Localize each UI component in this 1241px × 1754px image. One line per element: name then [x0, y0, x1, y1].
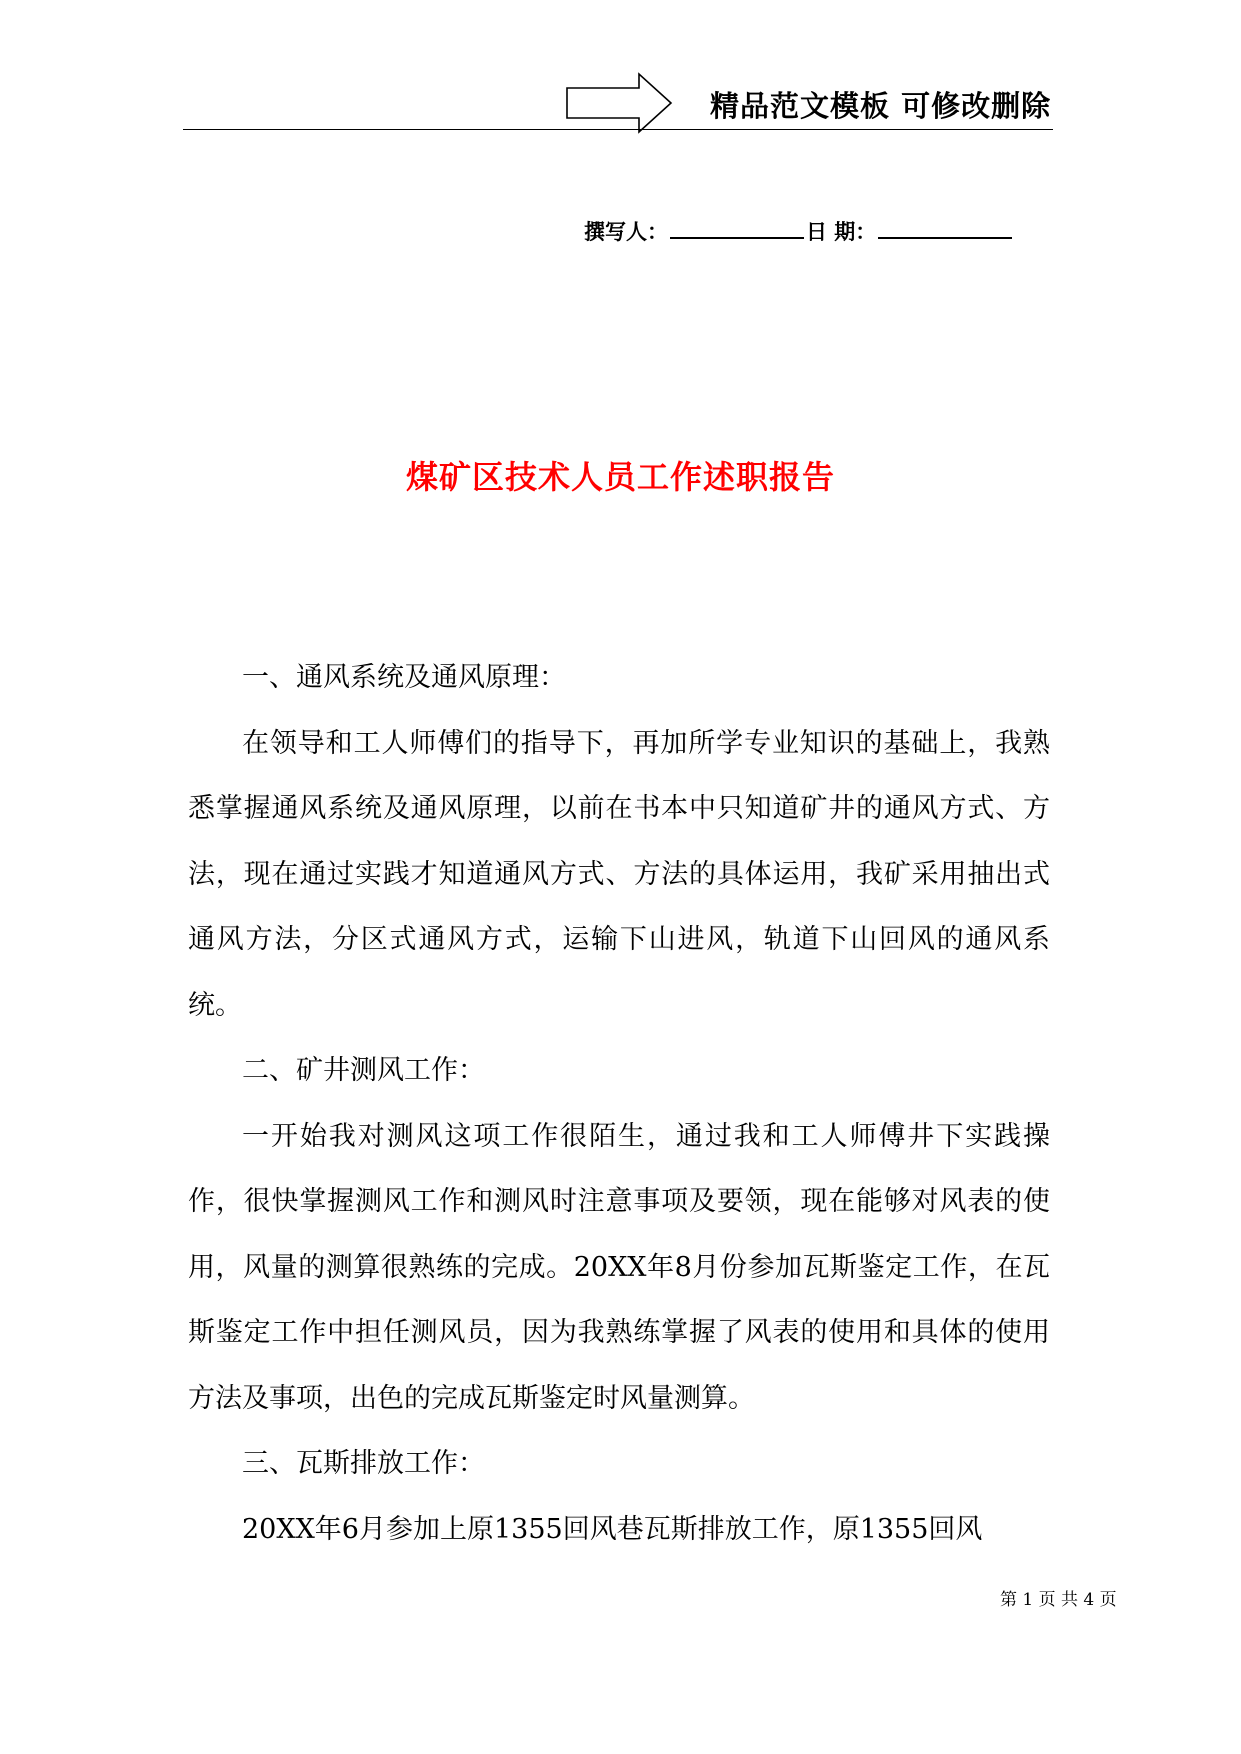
author-blank	[670, 217, 804, 239]
header-label: 精品范文模板 可修改删除	[710, 89, 1052, 123]
page-number: 第 1 页 共 4 页	[1000, 1590, 1117, 1610]
paragraph-gas-discharge: 20XX年6月参加上原1355回风巷瓦斯排放工作，原1355回风	[242, 1513, 983, 1545]
document-body	[188, 645, 1050, 1562]
right-arrow-outline-icon	[565, 72, 675, 134]
paragraph-ventilation: 在领导和工人师傅们的指导下，再加所学专业知识的基础上，我熟悉掌握通风系统及通风原理，以前在书本中只知道矿井的通风方式、方法，现在通过实践才知道通风方式、方法的具体运用，我矿采用抽出式通风方法，分区式通风方式，运输下山进风，轨道下山回风的通风系统。	[188, 727, 1050, 1021]
document-title: 煤矿区技术人员工作述职报告	[405, 458, 835, 496]
section-heading-1: 一、通风系统及通风原理：	[242, 662, 566, 693]
header-divider	[183, 129, 1053, 130]
paragraph-wind-measurement: 一开始我对测风这项工作很陌生，通过我和工人师傅井下实践操作，很快掌握测风工作和测风时注意事项及要领，现在能够对风表的使用，风量的测算很熟练的完成。20XX年8月份参加瓦斯鉴定工作，在瓦斯鉴定工作中担任测风员，因为我熟练掌握了风表的使用和具体的使用方法及事项，出色的完成瓦斯鉴定时风量测算。	[188, 1120, 1050, 1414]
section-heading-3: 三、瓦斯排放工作：	[242, 1448, 485, 1479]
date-label: 日 期：	[806, 220, 877, 244]
author-date-line	[584, 216, 1014, 246]
section-heading-2: 二、矿井测风工作：	[242, 1055, 485, 1086]
author-label: 撰写人：	[584, 220, 668, 244]
date-blank	[878, 217, 1012, 239]
